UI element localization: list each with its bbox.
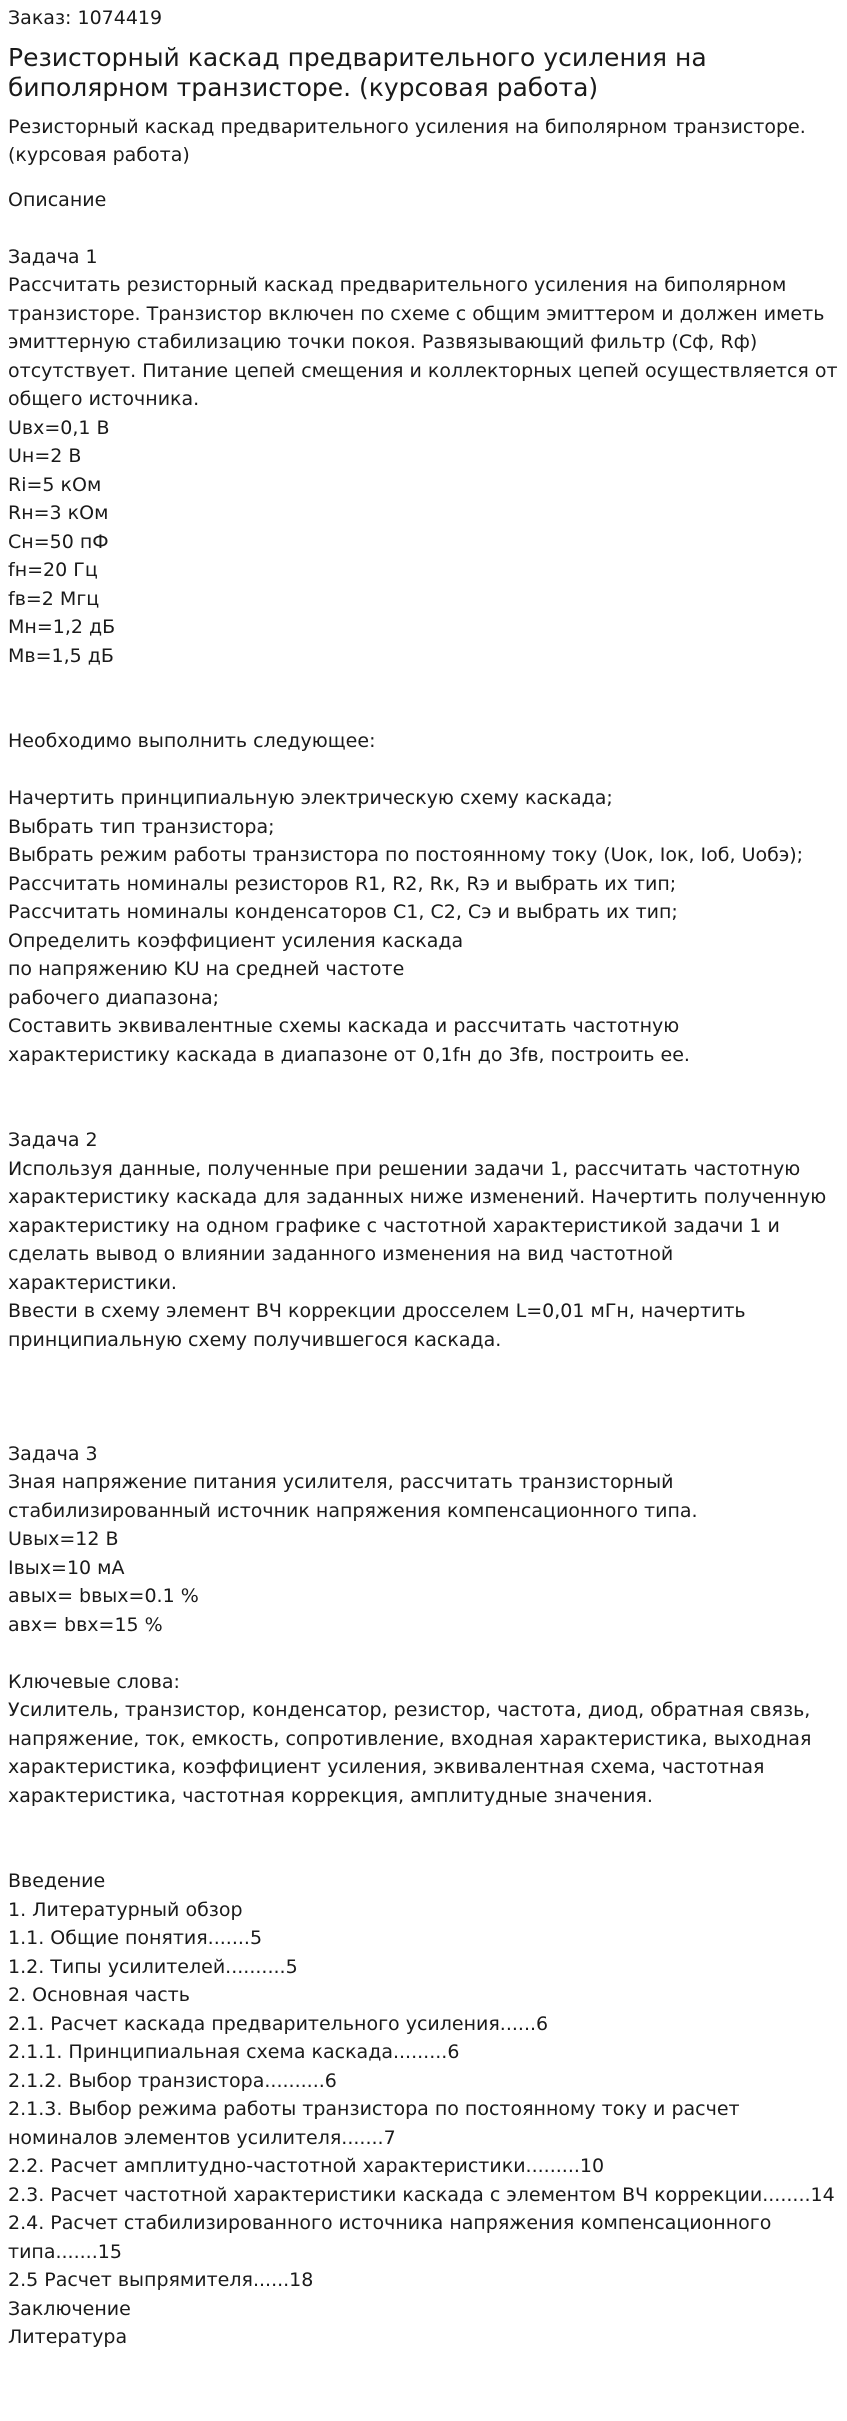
task-1-param: Сн=50 пФ (8, 530, 109, 553)
task-3-params (8, 1525, 839, 1639)
task-3-section (8, 1440, 839, 1640)
toc-item: 1. Литературный обзор (8, 1898, 243, 1921)
task-3-param: Iвых=10 мА (8, 1556, 125, 1579)
toc-item: 2.3. Расчет частотной характеристики каскада с элементом ВЧ коррекции........14 (8, 2183, 835, 2206)
requirement-item: Определить коэффициент усиления каскада по напряжению KU на средней частоте рабочего диапазона; (8, 929, 464, 1009)
toc-item: 2.4. Расчет стабилизированного источника напряжения компенсационного типа.......15 (8, 2212, 772, 2263)
page-subtitle: Резисторный каскад предварительного усиления на биполярном транзисторе. (курсовая работа) (8, 115, 806, 166)
task-1-text: Рассчитать резисторный каскад предварительного усиления на биполярном транзисторе. Транзистор включен по схеме с общим эмиттером и должен иметь эмиттерную стабилизацию точки покоя. Развязывающий фильтр (Сф, Rф) отсутствует. Питание цепей смещения и коллекторных цепей осуществляется от общего источника. (8, 274, 838, 410)
keywords-section (8, 1668, 839, 1811)
task-1-heading: Задача 1 (8, 245, 98, 268)
order-number: Заказ: 1074419 (8, 7, 163, 29)
toc-item: 2.1.2. Выбор транзистора..........6 (8, 2069, 337, 2092)
task-2-heading: Задача 2 (8, 1129, 98, 1151)
task-1-param: Мв=1,5 дБ (8, 644, 114, 667)
requirement-item: Выбрать тип транзистора; (8, 815, 275, 838)
toc-item: Литература (8, 2326, 128, 2348)
task-1-params (8, 414, 839, 671)
task-1-param: Uвх=0,1 В (8, 416, 110, 439)
task-2-text-2: Ввести в схему элемент ВЧ коррекции дросселем L=0,01 мГн, начертить принципиальную схему получившегося каскада. (8, 1300, 746, 1351)
toc-item: 2.1. Расчет каскада предварительного усиления......6 (8, 2012, 549, 2035)
requirement-item: Составить эквивалентные схемы каскада и рассчитать частотную характеристику каскада в диапазоне от 0,1fн до 3fв, построить ее. (8, 1015, 690, 1066)
keywords-text: Усилитель, транзистор, конденсатор, резистор, частота, диод, обратная связь, напряжение, ток, емкость, сопротивление, входная характеристика, выходная характеристика, коэффициент усиления, эквивалентная схема, частотная характеристика, частотная коррекция, амплитудные значения. (8, 1699, 812, 1807)
requirements-list (8, 784, 839, 1069)
task-2-section (8, 1126, 839, 1354)
task-3-param: авх= bвх=15 % (8, 1613, 163, 1636)
task-1-param: fн=20 Гц (8, 559, 98, 581)
task-1-param: Uн=2 В (8, 445, 82, 467)
page-title: Резисторный каскад предварительного усиления на биполярном транзисторе. (курсовая работа) (8, 42, 707, 102)
task-1-param: fв=2 Мгц (8, 587, 100, 610)
task-1-param: Ri=5 кОм (8, 473, 102, 496)
toc-item: 1.2. Типы усилителей..........5 (8, 1955, 298, 1978)
toc-item: 2.1.1. Принципиальная схема каскада.........6 (8, 2041, 460, 2063)
requirements-heading: Необходимо выполнить следующее: (8, 730, 376, 752)
task-3-heading: Задача 3 (8, 1442, 98, 1465)
table-of-contents (8, 1867, 839, 2352)
task-1-param: Мн=1,2 дБ (8, 616, 116, 638)
requirement-item: Начертить принципиальную электрическую схему каскада; (8, 787, 613, 809)
toc-item: 2.1.3. Выбор режима работы транзистора по постоянному току и расчет номиналов элементов усилителя.......7 (8, 2098, 740, 2149)
keywords-heading: Ключевые слова: (8, 1670, 180, 1693)
task-1-param: Rн=3 кОм (8, 502, 109, 524)
requirement-item: Рассчитать номиналы конденсаторов C1, C2, Cэ и выбрать их тип; (8, 901, 678, 923)
task-3-param: Uвых=12 В (8, 1528, 119, 1550)
toc-item: 2.2. Расчет амплитудно-частотной характеристики.........10 (8, 2155, 605, 2177)
toc-item: Введение (8, 1870, 106, 1892)
toc-item: 1.1. Общие понятия.......5 (8, 1927, 263, 1949)
description-heading: Описание (8, 188, 107, 211)
toc-item: Заключение (8, 2297, 131, 2320)
task-2-text: Используя данные, полученные при решении задачи 1, рассчитать частотную характеристику каскада для заданных ниже изменений. Начертить полученную характеристику на одном графике с частотной характеристикой задачи 1 и сделать вывод о влиянии заданного изменения на вид частотной характеристики. (8, 1157, 827, 1294)
toc-item: 2. Основная часть (8, 1984, 190, 2006)
requirement-item: Рассчитать номиналы резисторов R1, R2, Rк, Rэ и выбрать их тип; (8, 872, 677, 895)
task-3-text: Зная напряжение питания усилителя, рассчитать транзисторный стабилизированный источник напряжения компенсационного типа. (8, 1471, 698, 1522)
task-3-param: авых= bвых=0.1 % (8, 1585, 199, 1607)
toc-item: 2.5 Расчет выпрямителя......18 (8, 2269, 314, 2291)
requirement-item: Выбрать режим работы транзистора по постоянному току (Uок, Iок, Iоб, Uобэ); (8, 844, 804, 866)
task-1-section (8, 243, 839, 1070)
